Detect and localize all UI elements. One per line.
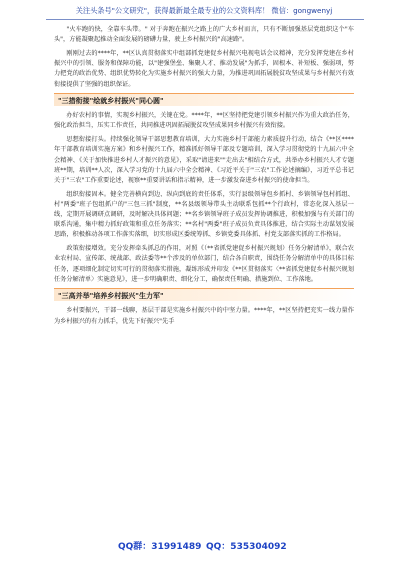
paragraph-intro-1: "火车跑的快，全靠车头带。" 对于奔跑在振兴之路上的广大乡村而言，只有不断加强基层党组织这个"车头"，方能凝聚起推动全面发展的磅礴力量，驶上乡村振兴的"高速路"。 — [54, 26, 354, 44]
page-header-banner: 关注头条号"公文研究"，获得最新最全最专业的公文资料库！ 微信：gongwenyj — [75, 6, 333, 15]
section-heading-2: "三高并举"培养乡村振兴"生力军" — [54, 288, 354, 301]
section1-paragraph-3: 组织衔接固本。健全完善横向到边、纵向到底的责任体系，实行县级领导包乡抓村、乡镇领导包村抓组、村"两委"班子包组抓户的"三包三抓"制度，**名县级领导带头主动联系包抓**个行政村，常态化深入基层一线，定期开展调研点调研，及时解决具体问题；**名乡镇领导班子成员发挥协调推进，积极加强与有关部门的联系沟通，集中精力抓好政策和重点任务落实；**名村"两委"班子成员负责具体推进，结合实际主动谋划发展思路，积极推动各项工作落实落细，切实形成区委统筹抓、乡镇党委具体抓、村党支部落实抓的工作格局。 — [54, 190, 354, 239]
section-heading-1: "三措衔接"绘就乡村振兴"同心圆" — [54, 93, 354, 106]
section1-paragraph-2: 思想衔接打头。持续强化领导干部思想教育培训，大力实施乡村干部能力素质提升行动，结合《**区****年干部教育培训实施方案》和乡村振兴工作，精准抓好领导干部及专题培训，深入学习贯彻党的十九届六中全会精神、《关于加快推进乡村人才振兴的意见》，采取"请进来""走出去"相结合方式，共举办乡村振兴人才专题班**期，培训**人次，深入学习党的十九届六中全会精神、《习近平关于"三农"工作论述摘编》，习近平总书记关于"三农"工作重要论述，视察**重要讲话和指示精神，进一步激发奋进乡村振兴的使命担当。 — [54, 136, 354, 184]
header-divider — [46, 19, 364, 20]
qq-contact-number: QQ：535304092 — [206, 542, 287, 552]
page-footer — [0, 537, 408, 553]
qq-group-number: QQ群：31991489 — [118, 542, 202, 552]
section1-paragraph-1: 办好农村的事情，实现乡村振兴，关键在党。****年，**区坚持把党建引领乡村振兴作为重大政治任务，强化政治担当，压实工作责任，共同推进巩固拓展脱贫攻坚成果同乡村振兴有效衔接。 — [54, 112, 354, 130]
article-body — [54, 25, 354, 330]
paragraph-intro-2: 刚刚过去的****年，**区认真贯彻落实中组部抓党建促乡村振兴电视电话会议精神，充分发挥党建在乡村振兴中的引领、服务和保障功能，以"建强堡垒、集聚人才、推动发展"为抓手，固根本、补短板、强弱项，努力把党的政治优势、组织优势转化为实施乡村振兴的强大力量，为推进巩固拓展脱贫攻坚成果与乡村振兴有效衔接提供了坚强的组织保证。 — [54, 49, 354, 88]
section1-paragraph-4: 政策衔接增效。充分发挥牵头抓总的作用，对照《（**省抓党建促乡村振兴规划）任务分解清单》，联合农业农村局、宣传部、统战部、政法委等**个涉及的单位部门，结合各自职责，围绕任务分解清单中的具体目标任务，逐项细化制定切实可行的贯彻落实措施，凝练形成并印发《**区贯彻落实〈**省抓党建促乡村振兴规划任务分解清单〉实施意见》，进一步明确职责、细化分工，确保责任明确、措施到位、工作落地。 — [54, 245, 354, 283]
section2-paragraph-1: 乡村要振兴，干部一线聊，基层干部是实施乡村振兴中的中坚力量。****年，**区坚持把充实一线力量作为乡村振兴的有力抓手，优先下好振兴"先手 — [54, 307, 354, 325]
